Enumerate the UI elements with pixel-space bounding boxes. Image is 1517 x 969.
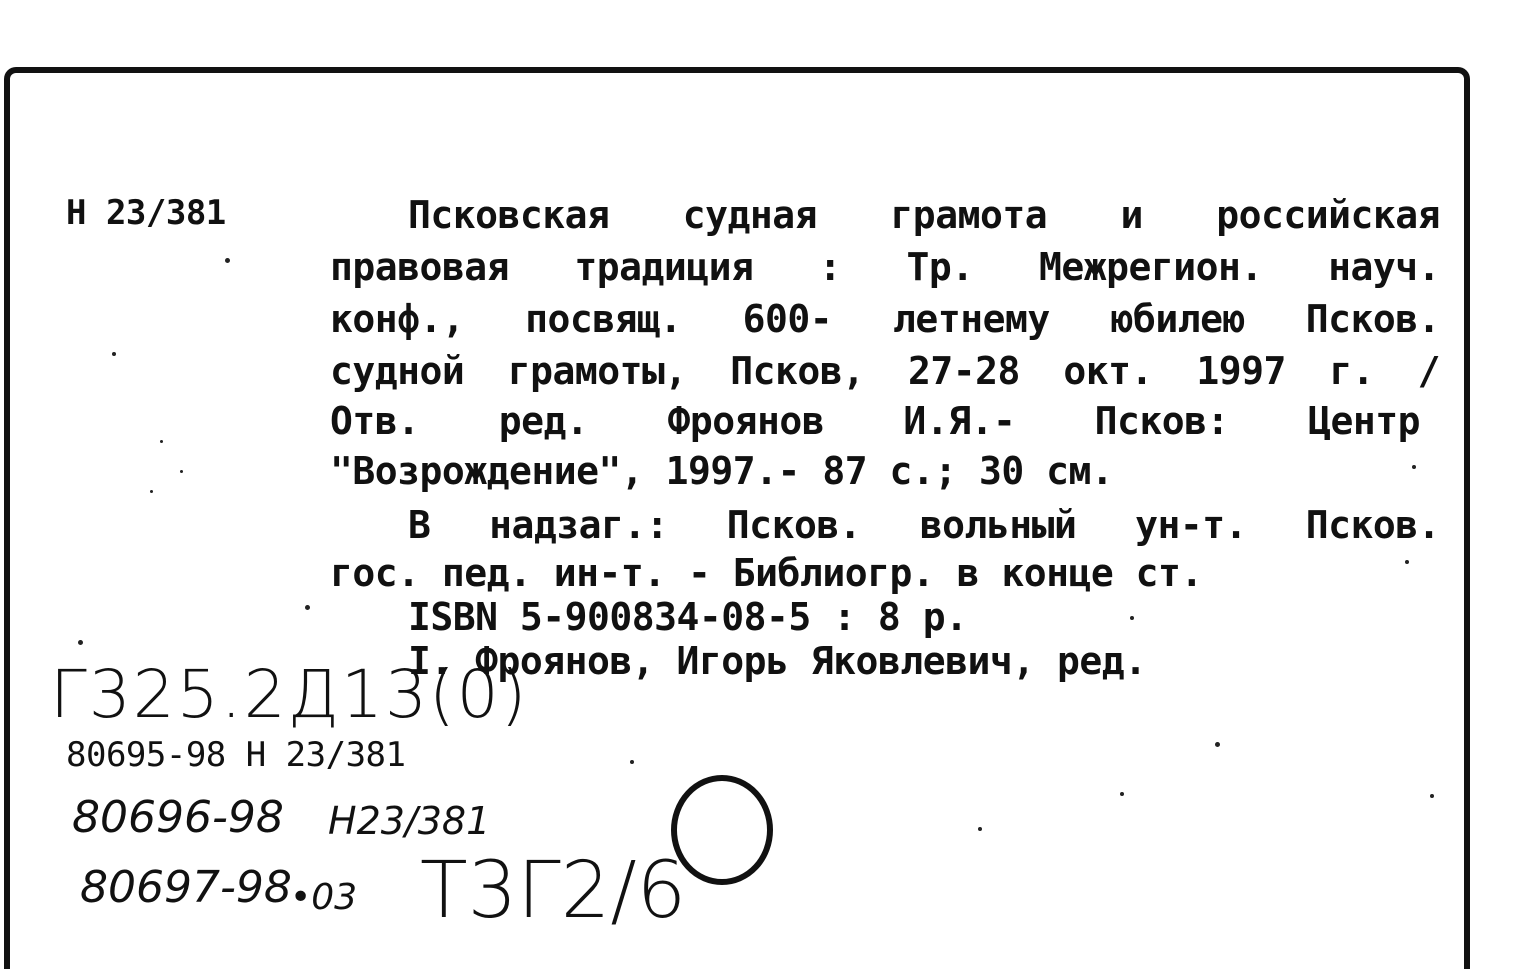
scan-speck	[978, 827, 982, 831]
description-line-1: Псковская судная грамота и российская	[408, 193, 1440, 237]
scan-speck	[305, 605, 310, 610]
circle-mark-icon	[665, 772, 780, 887]
scan-speck	[1430, 794, 1434, 798]
description-line-2: правовая традиция : Тр. Межрегион. науч.	[330, 245, 1440, 289]
isbn-line: ISBN 5-900834-08-5 : 8 р.	[408, 595, 968, 639]
description-line-5: Отв. ред. Фроянов И.Я.- Псков: Центр	[330, 399, 1420, 443]
scan-speck	[150, 490, 153, 493]
notes-line-2: гос. пед. ин-т. - Библиогр. в конце ст.	[330, 551, 1203, 595]
scan-speck	[225, 258, 230, 263]
scan-speck	[78, 640, 83, 645]
notes-line-1: В надзаг.: Псков. вольный ун-т. Псков.	[408, 503, 1440, 547]
scan-speck	[1215, 742, 1220, 747]
handwritten-copy-mark: •03	[290, 877, 358, 918]
printed-inventory: 80695-98 Н 23/381	[66, 735, 406, 775]
description-line-3: конф., посвящ. 600- летнему юбилею Псков.	[330, 297, 1440, 341]
scan-speck	[1405, 560, 1409, 564]
handwritten-inventory-1: 80696-98	[72, 792, 284, 843]
scan-speck	[160, 440, 163, 443]
scan-speck	[1412, 465, 1416, 469]
handwritten-shelf-1: Н23/381	[328, 799, 491, 843]
call-number: Н 23/381	[66, 193, 226, 233]
added-entry: I. Фроянов, Игорь Яковлевич, ред.	[408, 639, 1147, 683]
description-line-6: "Возрождение", 1997.- 87 с.; 30 см.	[330, 449, 1114, 493]
handwritten-shelf-code: Т3Г2/6	[420, 846, 687, 936]
scan-speck	[630, 760, 634, 764]
handwritten-inventory-2: 80697-98	[80, 862, 292, 913]
scan-speck	[1120, 792, 1124, 796]
scan-speck	[180, 470, 183, 473]
scan-speck	[1130, 616, 1134, 620]
description-line-4: судной грамоты, Псков, 27-28 окт. 1997 г. /	[330, 349, 1440, 393]
scan-speck	[112, 352, 116, 356]
handwritten-classification: Г325.2Д13(0)	[50, 656, 529, 733]
